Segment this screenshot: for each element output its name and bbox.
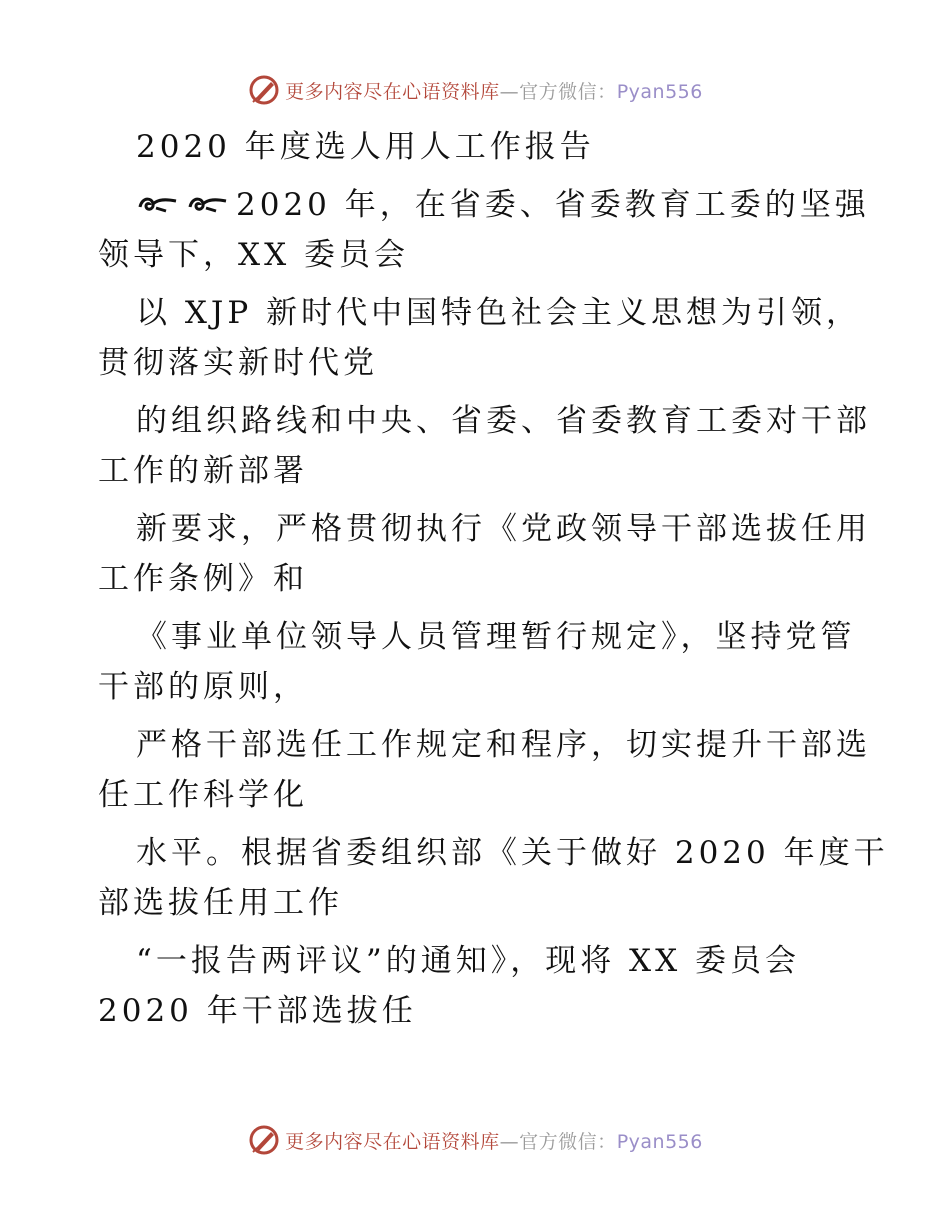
paragraph-line-1 [98, 182, 870, 228]
paragraph-line-12: 任工作科学化 [98, 777, 308, 813]
paragraph-line-3: 以 XJP 新时代中国特色社会主义思想为引领， [136, 295, 862, 331]
document-title: 2020 年度选人用人工作报告 [136, 129, 595, 165]
paragraph-line-9: 《事业单位领导人员管理暂行规定》，坚持党管 [136, 619, 856, 655]
pen-circle-logo-icon [247, 1123, 281, 1157]
paragraph-line-6: 工作的新部署 [98, 453, 308, 489]
watermark-id: Pyan556 [616, 80, 703, 103]
curl-ornament-icon [186, 189, 232, 219]
watermark-header [0, 70, 950, 110]
paragraph-line-16: 2020 年干部选拔任 [98, 993, 417, 1029]
watermark-official: 官方微信： [519, 1130, 617, 1153]
paragraph-line-14: 部选拔任用工作 [98, 885, 343, 921]
curl-ornament-icon [136, 189, 182, 219]
watermark-main: 更多内容尽在心语资料库 [285, 80, 500, 103]
paragraph-line-7: 新要求，严格贯彻执行《党政领导干部选拔任用 [136, 511, 871, 547]
paragraph-line-15: “一报告两评议”的通知》，现将 XX 委员会 [136, 943, 801, 979]
paragraph-line-2: 领导下，XX 委员会 [98, 237, 409, 273]
document-body [98, 124, 889, 1046]
pen-circle-logo-icon [247, 73, 281, 107]
watermark-dash: — [499, 80, 520, 103]
paragraph-line-13: 水平。根据省委组织部《关于做好 2020 年度干 [136, 835, 889, 871]
watermark-dash: — [499, 1130, 520, 1153]
paragraph-line-10: 干部的原则， [98, 669, 308, 705]
watermark-footer [0, 1120, 950, 1160]
paragraph-line-4: 贯彻落实新时代党 [98, 345, 378, 381]
watermark-main: 更多内容尽在心语资料库 [285, 1130, 500, 1153]
paragraph-line-8: 工作条例》和 [98, 561, 308, 597]
paragraph-line-5: 的组织路线和中央、省委、省委教育工委对干部 [136, 403, 871, 439]
paragraph-text: 2020 年，在省委、省委教育工委的坚强 [236, 187, 870, 223]
watermark-text [285, 77, 703, 104]
watermark-official: 官方微信： [519, 80, 617, 103]
watermark-text [285, 1127, 703, 1154]
watermark-id: Pyan556 [616, 1130, 703, 1153]
paragraph-line-11: 严格干部选任工作规定和程序，切实提升干部选 [136, 727, 871, 763]
